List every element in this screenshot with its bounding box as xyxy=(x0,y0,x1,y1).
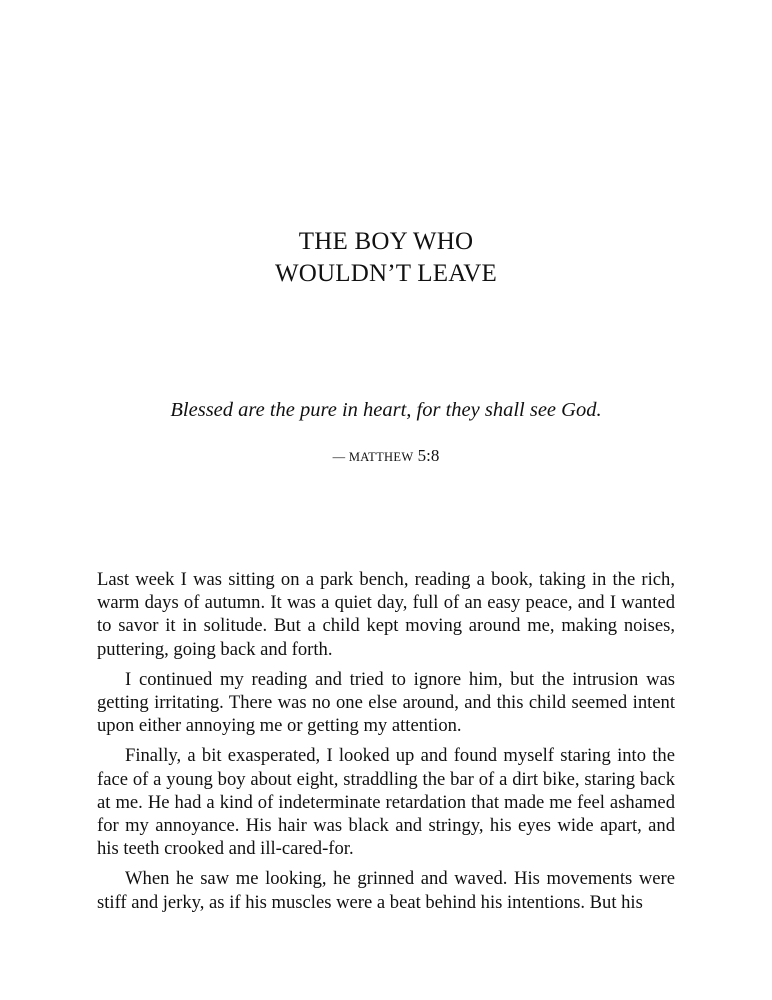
body-text xyxy=(97,568,675,921)
chapter-title-line-2: WOULDN’T LEAVE xyxy=(275,260,497,287)
paragraph-3: Finally, a bit exasperated, I looked up and found myself staring into the face of a young boy about eight, straddling the bar of a dirt bike, staring back at me. He had a kind of indeterminate retardation that made me feel ashamed for my annoyance. His hair was black and stringy, his eyes wide apart, and his teeth crooked and ill-cared-for. xyxy=(97,745,675,860)
chapter-title-line-1: THE BOY WHO xyxy=(298,228,474,255)
paragraph-4: When he saw me looking, he grinned and waved. His movements were stiff and jerky, as if his muscles were a beat behind his intentions. But his xyxy=(97,868,675,913)
attribution-source-ref: 5:8 xyxy=(413,446,440,465)
paragraph-1: Last week I was sitting on a park bench, reading a book, taking in the rich, warm days of autumn. It was a quiet day, full of an easy peace, and I wanted to savor it in solitude. But a child kept moving around me, making noises, puttering, going back and forth. xyxy=(97,569,675,660)
epigraph-quote: Blessed are the pure in heart, for they shall see God. xyxy=(170,399,602,421)
attribution-dash: — xyxy=(332,450,349,464)
epigraph-attribution xyxy=(0,444,772,469)
attribution-source-name: MATTHEW xyxy=(348,450,414,464)
chapter-title xyxy=(0,226,772,290)
paragraph-2: I continued my reading and tried to ignore him, but the intrusion was getting irritating. There was no one else around, and this child seemed intent upon either annoying me or getting my attention. xyxy=(97,668,675,737)
